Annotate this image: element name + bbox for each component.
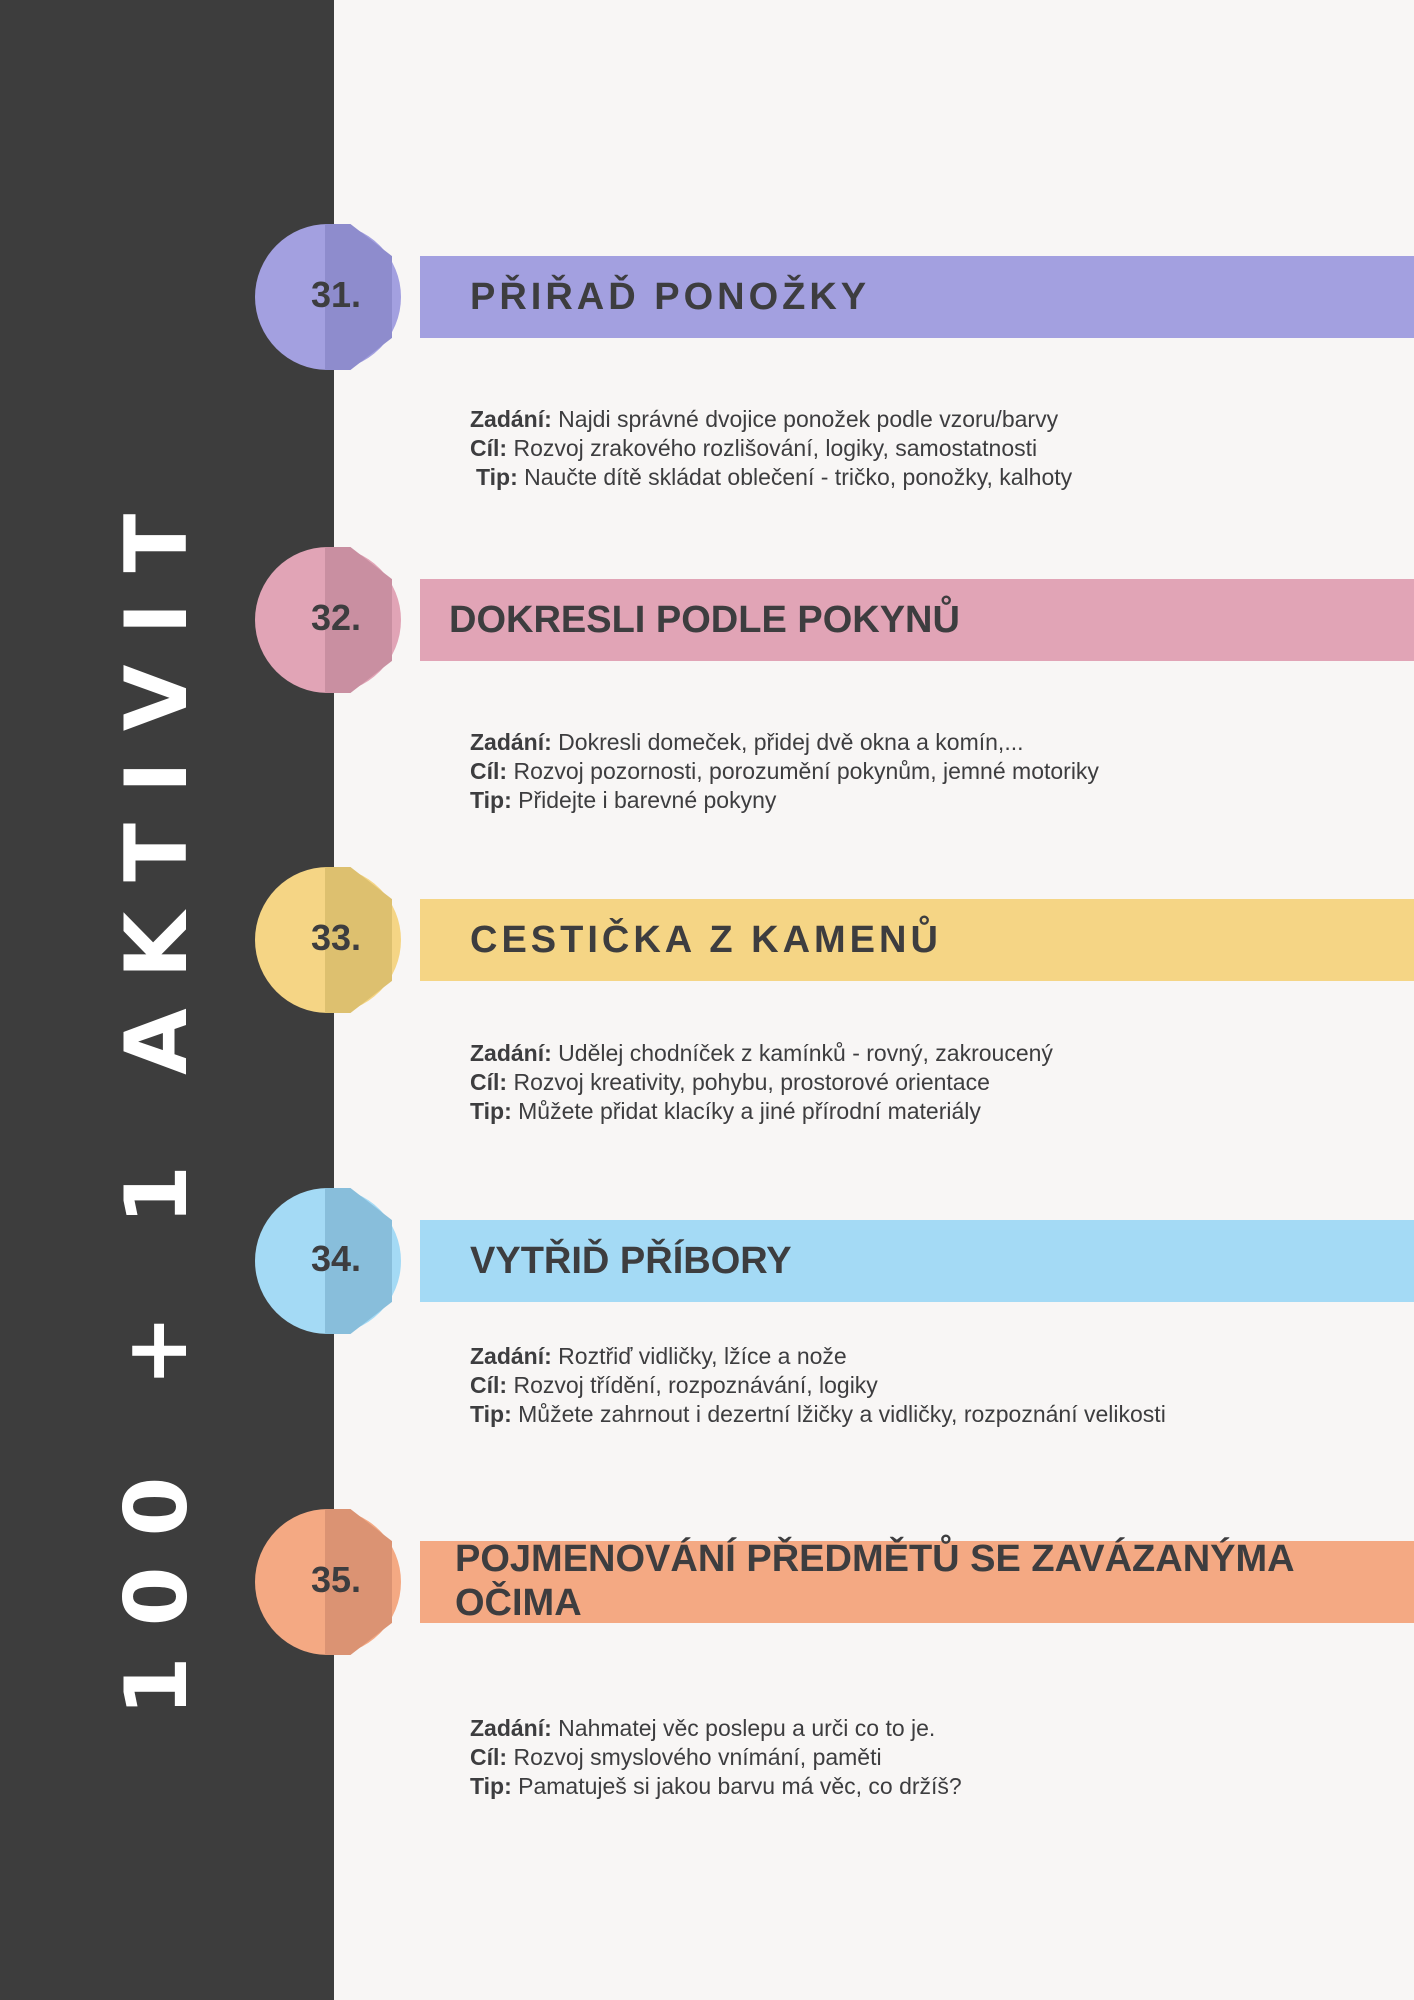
- goal-line: Cíl: Rozvoj kreativity, pohybu, prostorové orientace: [470, 1069, 990, 1095]
- activity-number: 31.: [310, 274, 362, 315]
- tip-line: Tip: Pamatuješ si jakou barvu má věc, co držíš?: [470, 1773, 962, 1799]
- goal-line: Cíl: Rozvoj pozornosti, porozumění pokynům, jemné motoriky: [470, 758, 1099, 784]
- sidebar-title: 100 + 1 AKTIVIT: [107, 483, 207, 1717]
- activity-title: PŘIŘAĎ PONOŽKY: [470, 276, 871, 318]
- tip-line: Tip: Přidejte i barevné pokyny: [470, 787, 777, 813]
- task-line: Zadání: Roztřiď vidličky, lžíce a nože: [470, 1343, 847, 1369]
- activity-title: [455, 1537, 1295, 1625]
- activity-description: [470, 1714, 962, 1801]
- task-line: Zadání: Nahmatej věc poslepu a urči co to je.: [470, 1715, 936, 1741]
- activity-number: 33.: [310, 917, 362, 958]
- task-line: Zadání: Udělej chodníček z kamínků - rovný, zakroucený: [470, 1040, 1053, 1066]
- activity-number: 35.: [310, 1559, 362, 1600]
- task-line: Zadání: Najdi správné dvojice ponožek podle vzoru/barvy: [470, 406, 1059, 432]
- task-line: Zadání: Dokresli domeček, přidej dvě okna a komín,...: [470, 729, 1024, 755]
- activity-number: 32.: [310, 597, 362, 638]
- activity-description: [470, 1342, 1166, 1429]
- tip-line: Tip: Můžete přidat klacíky a jiné přírodní materiály: [470, 1098, 981, 1124]
- activity-description: [470, 1039, 1053, 1126]
- activity-title: VYTŘIĎ PŘÍBORY: [470, 1240, 792, 1282]
- activity-number: 34.: [310, 1238, 362, 1279]
- tip-line: Tip: Naučte dítě skládat oblečení - tričko, ponožky, kalhoty: [476, 464, 1073, 490]
- activity-description: [470, 728, 1099, 815]
- activity-description: [470, 405, 1072, 492]
- goal-line: Cíl: Rozvoj zrakového rozlišování, logiky, samostatnosti: [470, 435, 1038, 461]
- activity-title: DOKRESLI PODLE POKYNŮ: [449, 599, 960, 641]
- goal-line: Cíl: Rozvoj smyslového vnímání, paměti: [470, 1744, 882, 1770]
- activity-title-line-2: OČIMA: [455, 1582, 582, 1624]
- activity-title: CESTIČKA Z KAMENŮ: [470, 919, 942, 961]
- tip-line: Tip: Můžete zahrnout i dezertní lžičky a vidličky, rozpoznání velikosti: [470, 1401, 1166, 1427]
- goal-line: Cíl: Rozvoj třídění, rozpoznávání, logiky: [470, 1372, 878, 1398]
- activity-title-line-1: POJMENOVÁNÍ PŘEDMĚTŮ SE ZAVÁZANÝMA: [455, 1538, 1295, 1580]
